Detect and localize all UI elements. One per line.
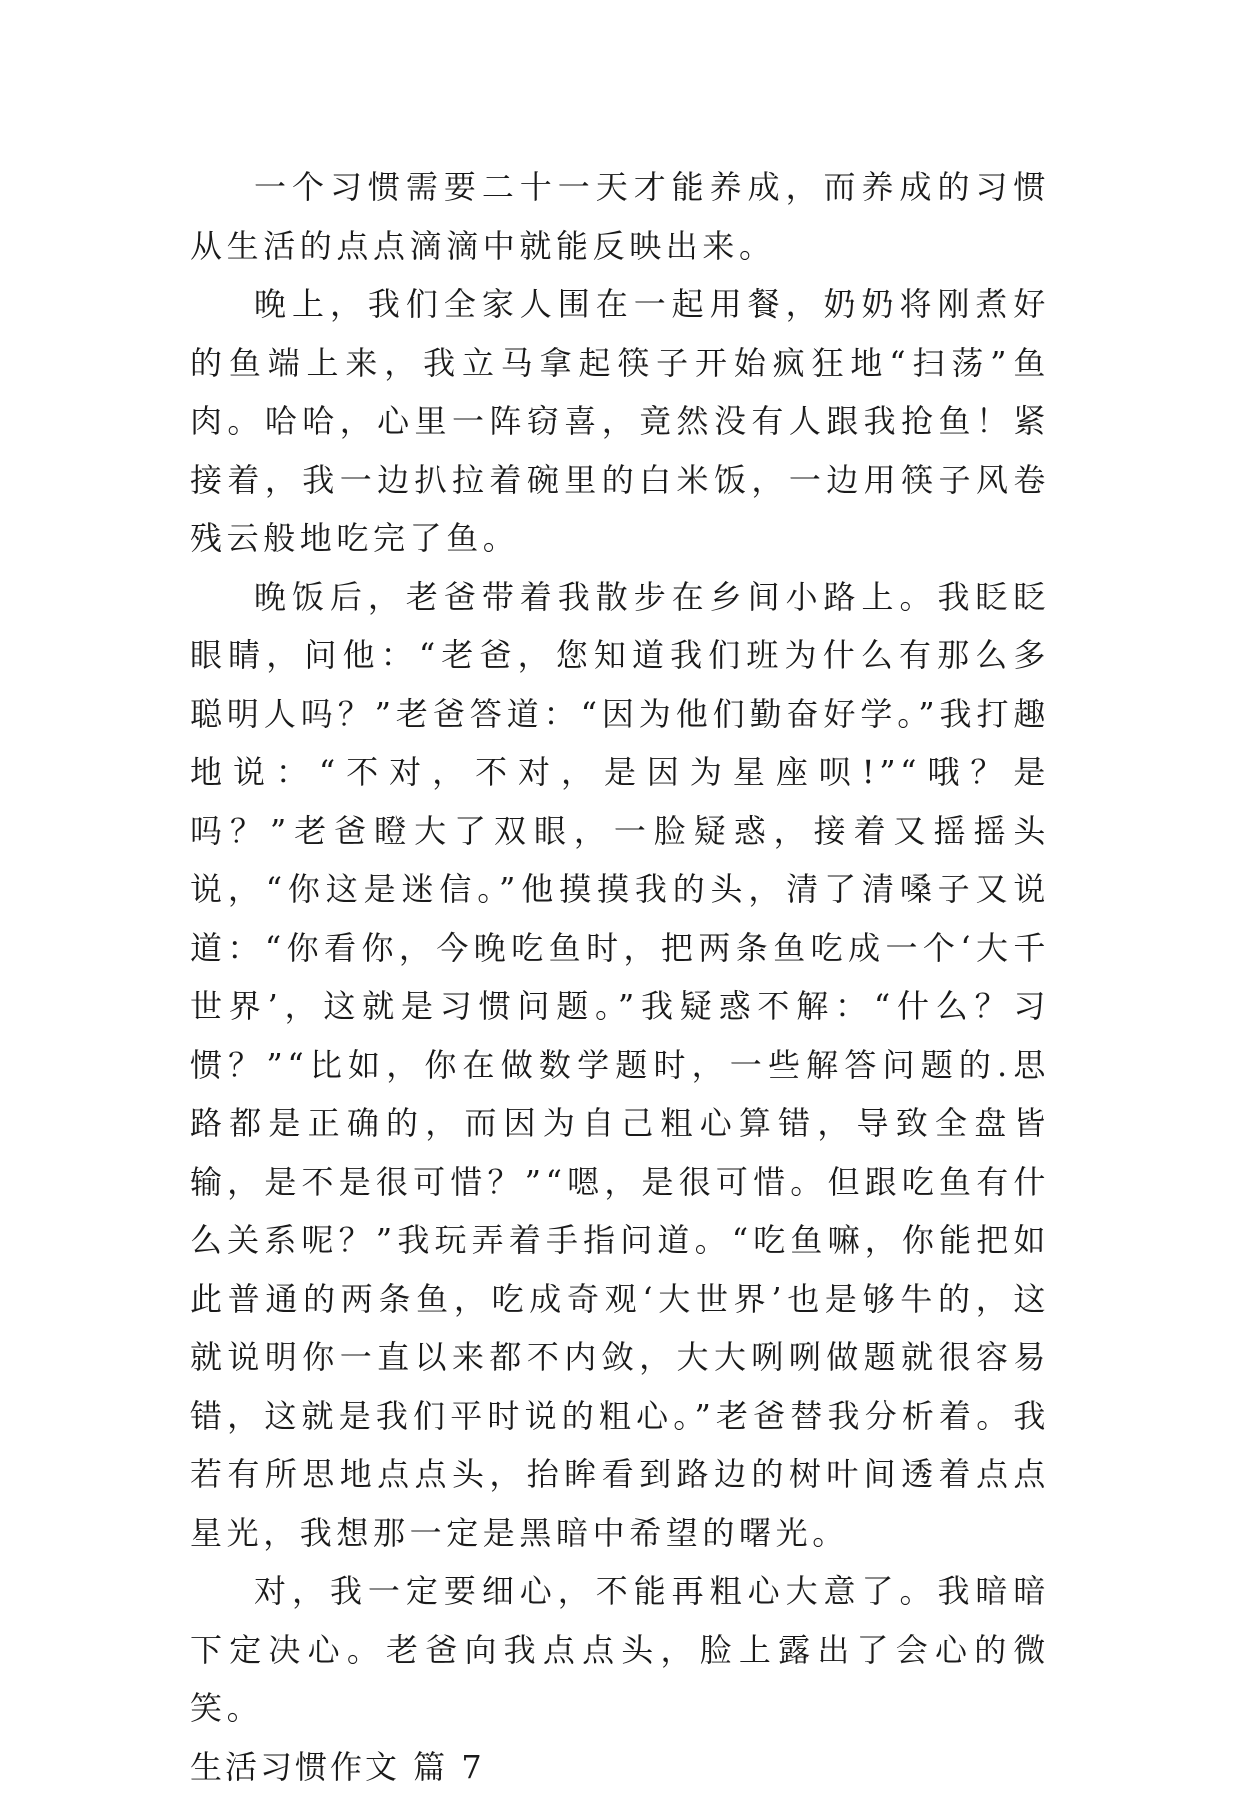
document-body (190, 158, 1050, 1796)
paragraph-2: 晚上，我们全家人围在一起用餐，奶奶将刚煮好的鱼端上来，我立马拿起筷子开始疯狂地“扫荡”鱼肉。哈哈，心里一阵窃喜，竟然没有人跟我抢鱼！紧接着，我一边扒拉着碗里的白米饭，一边用筷子风卷残云般地吃完了鱼。 (190, 275, 1050, 568)
section-heading: 生活习惯作文 篇 7 (190, 1738, 1050, 1796)
paragraph-4: 对，我一定要细心，不能再粗心大意了。我暗暗下定决心。老爸向我点点头，脸上露出了会心的微笑。 (190, 1562, 1050, 1738)
paragraph-1: 一个习惯需要二十一天才能养成，而养成的习惯从生活的点点滴滴中就能反映出来。 (190, 158, 1050, 275)
paragraph-3: 晚饭后，老爸带着我散步在乡间小路上。我眨眨眼睛，问他：“老爸，您知道我们班为什么有那么多聪明人吗？”老爸答道：“因为他们勤奋好学。”我打趣地说：“不对，不对，是因为星座呗!”“哦？是吗？”老爸瞪大了双眼，一脸疑惑，接着又摇摇头说，“你这是迷信。”他摸摸我的头，清了清嗓子又说道：“你看你，今晚吃鱼时，把两条鱼吃成一个‘大千世界’，这就是习惯问题。”我疑惑不解：“什么？习惯？”“比如，你在做数学题时，一些解答问题的.思路都是正确的，而因为自己粗心算错，导致全盘皆输，是不是很可惜？”“嗯，是很可惜。但跟吃鱼有什么关系呢？”我玩弄着手指问道。“吃鱼嘛，你能把如此普通的两条鱼，吃成奇观‘大世界’也是够牛的，这就说明你一直以来都不内敛，大大咧咧做题就很容易错，这就是我们平时说的粗心。”老爸替我分析着。我若有所思地点点头，抬眸看到路边的树叶间透着点点星光，我想那一定是黑暗中希望的曙光。 (190, 568, 1050, 1563)
